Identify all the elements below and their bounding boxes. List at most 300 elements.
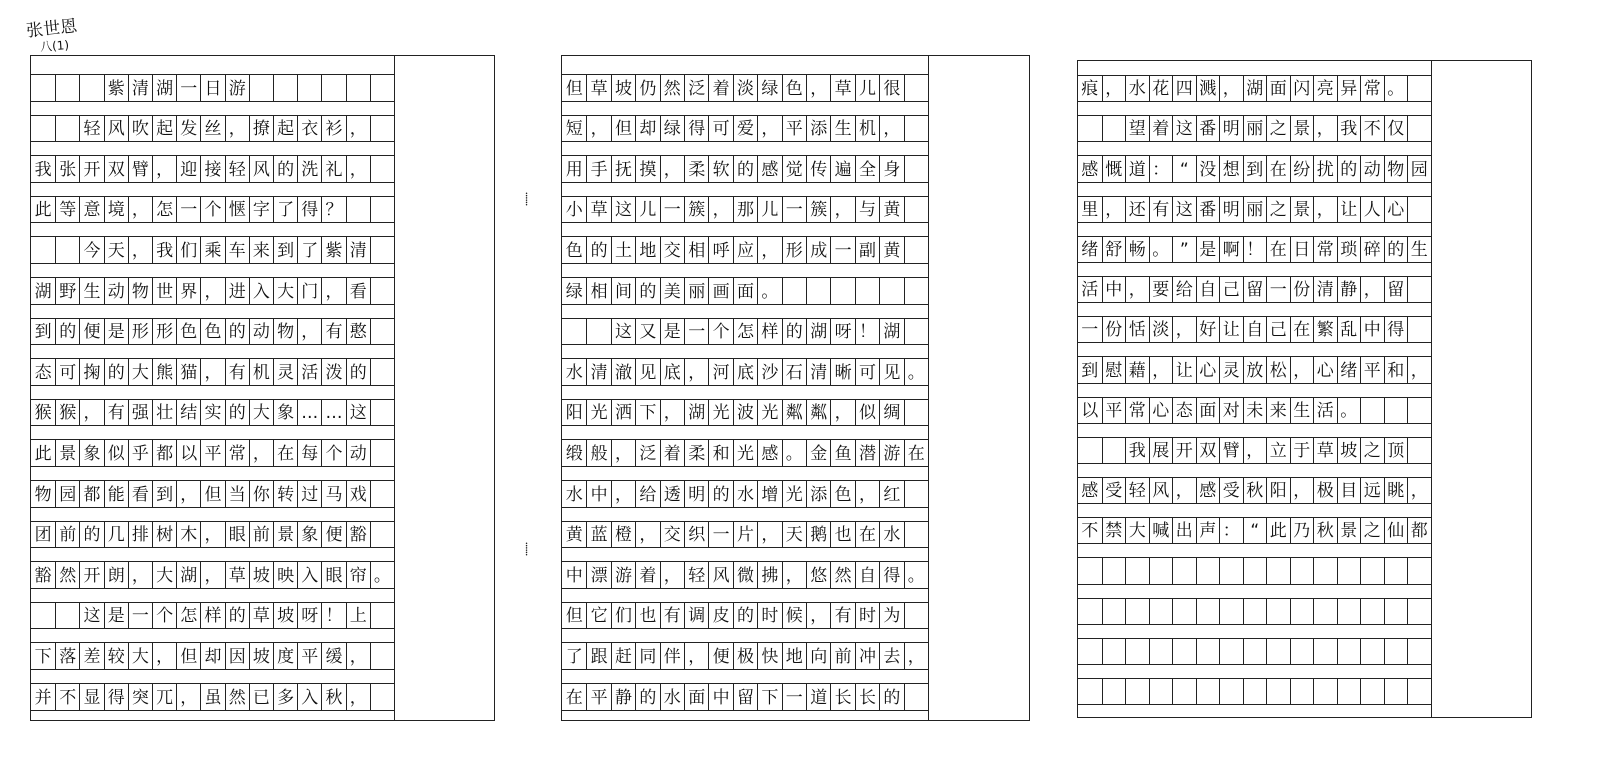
grid-cell: 鱼: [830, 439, 854, 466]
grid-cell: 戏: [346, 480, 370, 507]
grid-margin-line: [1431, 61, 1432, 717]
grid-cell: 已: [249, 683, 273, 710]
grid-cell: 软: [708, 155, 732, 182]
grid-cell: 游: [225, 74, 249, 101]
grid-cell: 游: [611, 561, 635, 588]
grid-cell: 清: [346, 236, 370, 263]
grid-cell: 一: [1266, 276, 1290, 302]
grid-cell: 明: [1219, 115, 1243, 141]
grid-cell: 伴: [660, 642, 684, 669]
grid-cell: 静: [611, 683, 635, 710]
grid-cell: 这: [611, 318, 635, 345]
grid-cell: 美: [660, 277, 684, 304]
grid-cell: [1196, 598, 1220, 624]
grid-cell: 是: [1196, 236, 1220, 262]
grid-cell: ，: [1290, 356, 1314, 382]
grid-cell: 的: [79, 521, 103, 548]
grid-cell: 乱: [1337, 316, 1361, 342]
grid-cell: 动: [1360, 155, 1384, 181]
grid-cell: 让: [1337, 196, 1361, 222]
grid-cell: 野: [55, 277, 79, 304]
grid-cell: 黄: [879, 196, 903, 223]
grid-cell: 泼: [321, 358, 345, 385]
grid-cell: [370, 358, 394, 385]
grid-cell: 拂: [757, 561, 781, 588]
grid-cell: 绪: [1081, 239, 1099, 260]
grid-cell: [1149, 598, 1173, 624]
grid-cell: 入: [297, 683, 321, 710]
grid-cell: 波: [733, 399, 757, 426]
grid-cell: 乎: [128, 439, 152, 466]
grid-cell: ，: [1243, 437, 1267, 463]
grid-cell: 一: [176, 74, 200, 101]
grid-cell: 我: [34, 159, 52, 180]
grid-cell: 入: [297, 561, 321, 588]
grid-cell: 洒: [611, 399, 635, 426]
grid-cell: 木: [176, 521, 200, 548]
grid-cell: 爱: [733, 115, 757, 142]
grid-cell: 得: [684, 115, 708, 142]
grid-cell: 你: [249, 480, 273, 507]
grid-row-bottom: [31, 344, 394, 345]
grid-cell: 天: [782, 521, 806, 548]
grid-cell: 形: [128, 318, 152, 345]
grid-cell: 样: [757, 318, 781, 345]
grid-cell: 在: [1266, 236, 1290, 262]
grid-cell: 自: [1243, 316, 1267, 342]
grid-cell: 便: [708, 642, 732, 669]
grid-cell: 机: [855, 115, 879, 142]
grid-cell: 相: [684, 236, 708, 263]
grid-cell: 秋: [1313, 517, 1337, 543]
grid-margin-line: [928, 56, 929, 720]
grid-cell: 水: [565, 362, 583, 383]
grid-row-bottom: [1078, 101, 1431, 102]
grid-cell: 张: [55, 155, 79, 182]
grid-cell: ，: [757, 236, 781, 263]
grid-cell: 望: [1125, 115, 1149, 141]
grid-cell: 了: [273, 196, 297, 223]
grid-cell: 面: [684, 683, 708, 710]
grid-cell: 草: [586, 74, 610, 101]
grid-cell: [370, 439, 394, 466]
grid-cell: ，: [708, 196, 732, 223]
grid-cell: 发: [176, 115, 200, 142]
grid-cell: 乘: [200, 236, 224, 263]
grid-cell: [1078, 598, 1102, 624]
grid-cell: 远: [1360, 477, 1384, 503]
grid-cell: 一: [1081, 320, 1099, 341]
grid-cell: 迎: [176, 155, 200, 182]
grid-cell: 等: [55, 196, 79, 223]
grid-cell: 象: [297, 521, 321, 548]
grid-cell: 团: [34, 525, 52, 546]
grid-cell: [1290, 598, 1314, 624]
grid-cell: 这: [1172, 115, 1196, 141]
grid-cell: 湖: [34, 281, 52, 302]
grid-cell: 们: [611, 602, 635, 629]
grid-cell: [370, 277, 394, 304]
grid-cell: ，: [684, 642, 708, 669]
grid-row-bottom: [1078, 141, 1431, 142]
grid-cell: [1290, 678, 1314, 704]
grid-cell: 坡: [249, 642, 273, 669]
grid-cell: 是: [660, 318, 684, 345]
grid-cell: 顶: [1384, 437, 1408, 463]
grid-cell: 未: [1243, 397, 1267, 423]
grid-cell: 增: [757, 480, 781, 507]
grid-cell: 色: [200, 318, 224, 345]
grid-cell: 也: [830, 521, 854, 548]
grid-row-bottom: [1078, 463, 1431, 464]
grid-row-bottom: [1078, 664, 1431, 665]
grid-row-bottom: [1078, 182, 1431, 183]
grid-cell: [1360, 598, 1384, 624]
grid-cell: [1125, 678, 1149, 704]
grid-cell: 平: [1360, 356, 1384, 382]
grid-cell: 秋: [321, 683, 345, 710]
grid-cell: 湖: [806, 318, 830, 345]
grid-cell: [370, 155, 394, 182]
grid-cell: ，: [128, 236, 152, 263]
grid-cell: 冲: [855, 642, 879, 669]
grid-cell: ，: [176, 683, 200, 710]
grid-row-bottom: [562, 425, 928, 426]
grid-cell: 色: [782, 74, 806, 101]
grid-cell: [370, 602, 394, 629]
grid-cell: [1360, 557, 1384, 583]
grid-cell: 坡: [249, 561, 273, 588]
grid-cell: 前: [55, 521, 79, 548]
grid-cell: 候: [782, 602, 806, 629]
grid-cell: 极: [733, 642, 757, 669]
grid-cell: 是: [104, 602, 128, 629]
grid-cell: 大: [273, 277, 297, 304]
grid-cell: 我: [1337, 115, 1361, 141]
grid-cell: 泛: [684, 74, 708, 101]
grid-cell: 。: [782, 439, 806, 466]
grid-cell: 底: [660, 358, 684, 385]
grid-cell: [1125, 638, 1149, 664]
grid-cell: [1219, 678, 1243, 704]
grid-cell: 呀: [830, 318, 854, 345]
grid-cell: 好: [1196, 316, 1220, 342]
grid-cell: 摸: [635, 155, 659, 182]
grid-cell: 之: [1360, 517, 1384, 543]
grid-cell: 接: [200, 155, 224, 182]
grid-cell: ！: [855, 318, 879, 345]
grid-cell: 清: [128, 74, 152, 101]
author-name: 张世恩: [25, 16, 79, 42]
grid-cell: 豁: [346, 521, 370, 548]
grid-cell: [249, 74, 273, 101]
grid-cell: 片: [733, 521, 757, 548]
grid-cell: ，: [1407, 477, 1431, 503]
grid-cell: 豁: [34, 565, 52, 586]
grid-cell: [370, 236, 394, 263]
grid-cell: 园: [1407, 155, 1431, 181]
grid-cell: 也: [635, 602, 659, 629]
grid-cell: 一: [782, 683, 806, 710]
grid-cell: 相: [586, 277, 610, 304]
grid-cell: 与: [855, 196, 879, 223]
grid-cell: 之: [1266, 115, 1290, 141]
grid-cell: ，: [611, 439, 635, 466]
grid-cell: 为: [879, 602, 903, 629]
grid-cell: [1360, 678, 1384, 704]
grid-cell: 憨: [346, 318, 370, 345]
grid-cell: 留: [1243, 276, 1267, 302]
grid-cell: 过: [297, 480, 321, 507]
grid-cell: 不: [55, 683, 79, 710]
grid-cell: 紫: [321, 236, 345, 263]
grid-cell: [1360, 397, 1384, 423]
grid-cell: [1196, 678, 1220, 704]
grid-cell: 有: [830, 602, 854, 629]
grid-cell: 平: [782, 115, 806, 142]
grid-cell: 大: [152, 561, 176, 588]
grid-cell: 入: [249, 277, 273, 304]
grid-cell: [1337, 598, 1361, 624]
grid-cell: 态: [34, 362, 52, 383]
grid-cell: 风: [708, 561, 732, 588]
grid-cell: 遍: [830, 155, 854, 182]
grid-cell: 到: [1243, 155, 1267, 181]
grid-cell: [297, 74, 321, 101]
grid-cell: 心: [1149, 397, 1173, 423]
grid-cell: [31, 236, 55, 263]
grid-cell: 风: [1149, 477, 1173, 503]
grid-cell: 显: [79, 683, 103, 710]
grid-cell: 有: [321, 318, 345, 345]
grid-cell: 物: [34, 484, 52, 505]
grid-cell: 便: [79, 318, 103, 345]
grid-cell: 轻: [79, 115, 103, 142]
grid-cell: 放: [1243, 356, 1267, 382]
grid-cell: 有: [104, 399, 128, 426]
grid-cell: 以: [1081, 400, 1099, 421]
grid-cell: ，: [1360, 276, 1384, 302]
grid-cell: 的: [1384, 236, 1408, 262]
grid-cell: 了: [565, 646, 583, 667]
grid-cell: 然: [55, 561, 79, 588]
grid-cell: [1102, 557, 1126, 583]
grid-cell: 虽: [200, 683, 224, 710]
grid-cell: 土: [611, 236, 635, 263]
grid-cell: 灵: [273, 358, 297, 385]
grid-cell: [1149, 678, 1173, 704]
grid-cell: [370, 196, 394, 223]
grid-cell: 之: [1360, 437, 1384, 463]
grid-cell: 衫: [321, 115, 345, 142]
grid-cell: [370, 399, 394, 426]
grid-cell: 绿: [565, 281, 583, 302]
grid-cell: 到: [34, 322, 52, 343]
grid-cell: 丝: [200, 115, 224, 142]
grid-cell: ，: [152, 642, 176, 669]
grid-cell: [1360, 638, 1384, 664]
grid-cell: ，: [904, 642, 928, 669]
grid-cell: 开: [79, 155, 103, 182]
grid-cell: 还: [1125, 196, 1149, 222]
grid-cell: 可: [55, 358, 79, 385]
grid-cell: 心: [1313, 356, 1337, 382]
grid-cell: [31, 602, 55, 629]
grid-cell: 景: [1290, 196, 1314, 222]
grid-cell: 光: [708, 399, 732, 426]
grid-cell: ，: [635, 521, 659, 548]
grid-cell: [370, 521, 394, 548]
grid-cell: 撩: [249, 115, 273, 142]
grid-cell: 到: [273, 236, 297, 263]
grid-row-bottom: [562, 101, 928, 102]
grid-cell: 那: [733, 196, 757, 223]
grid-cell: 沙: [757, 358, 781, 385]
grid-cell: 让: [1172, 356, 1196, 382]
grid-cell: [904, 155, 928, 182]
grid-cell: 景: [55, 439, 79, 466]
grid-cell: 丽: [1243, 115, 1267, 141]
grid-cell: [1219, 638, 1243, 664]
grid-row-bottom: [31, 710, 394, 711]
grid-cell: 的: [1337, 155, 1361, 181]
grid-cell: 强: [128, 399, 152, 426]
grid-cell: ，: [757, 115, 781, 142]
grid-row-bottom: [562, 344, 928, 345]
grid-cell: 游: [879, 439, 903, 466]
grid-cell: 手: [586, 155, 610, 182]
grid-cell: 熊: [152, 358, 176, 385]
grid-cell: 草: [225, 561, 249, 588]
grid-cell: 于: [1290, 437, 1314, 463]
grid-cell: [370, 74, 394, 101]
grid-cell: 琐: [1337, 236, 1361, 262]
grid-cell: 湖: [879, 318, 903, 345]
grid-cell: 活: [297, 358, 321, 385]
grid-cell: 猴: [34, 403, 52, 424]
grid-cell: [31, 74, 55, 101]
grid-cell: 。: [370, 561, 394, 588]
grid-cell: 门: [297, 277, 321, 304]
grid-cell: 常: [1125, 397, 1149, 423]
grid-row-bottom: [562, 304, 928, 305]
grid-cell: 活: [1081, 280, 1099, 301]
grid-cell: 短: [565, 119, 583, 140]
grid-cell: 阳: [1266, 477, 1290, 503]
grid-cell: 可: [855, 358, 879, 385]
grid-cell: 出: [1172, 517, 1196, 543]
grid-cell: 似: [855, 399, 879, 426]
grid-cell: 生: [1290, 397, 1314, 423]
grid-cell: [1384, 638, 1408, 664]
grid-cell: [904, 480, 928, 507]
grid-cell: 对: [1219, 397, 1243, 423]
grid-row-bottom: [31, 304, 394, 305]
grid-cell: 丽: [684, 277, 708, 304]
grid-cell: 景: [273, 521, 297, 548]
grid-cell: [904, 277, 928, 304]
grid-cell: [370, 642, 394, 669]
grid-row-bottom: [31, 588, 394, 589]
grid-cell: [879, 277, 903, 304]
grid-cell: 大: [1125, 517, 1149, 543]
grid-cell: 绪: [1337, 356, 1361, 382]
grid-cell: 鹅: [806, 521, 830, 548]
grid-cell: 差: [79, 642, 103, 669]
grid-cell: 生: [830, 115, 854, 142]
grid-cell: 见: [635, 358, 659, 385]
grid-cell: 怎: [176, 602, 200, 629]
grid-row-bottom: [562, 466, 928, 467]
grid-cell: 动: [346, 439, 370, 466]
grid-cell: 吹: [128, 115, 152, 142]
grid-row-bottom: [1078, 383, 1431, 384]
grid-cell: 景: [1337, 517, 1361, 543]
grid-cell: 舒: [1102, 236, 1126, 262]
grid-cell: 臂: [1219, 437, 1243, 463]
grid-cell: [1243, 678, 1267, 704]
grid-cell: ，: [200, 277, 224, 304]
grid-cell: ，: [684, 358, 708, 385]
grid-cell: [273, 74, 297, 101]
grid-cell: 缓: [321, 642, 345, 669]
grid-cell: 丽: [1243, 196, 1267, 222]
grid-cell: 己: [1219, 276, 1243, 302]
grid-cell: 地: [782, 642, 806, 669]
grid-cell: 掬: [79, 358, 103, 385]
grid-cell: 大: [128, 642, 152, 669]
grid-cell: 样: [200, 602, 224, 629]
grid-cell: [1078, 638, 1102, 664]
grid-cell: 它: [586, 602, 610, 629]
grid-cell: [1102, 638, 1126, 664]
grid-cell: 的: [346, 358, 370, 385]
grid-cell: 的: [273, 155, 297, 182]
grid-cell: 个: [152, 602, 176, 629]
grid-cell: 结: [176, 399, 200, 426]
grid-cell: 一: [660, 196, 684, 223]
grid-cell: 传: [806, 155, 830, 182]
grid-cell: 能: [104, 480, 128, 507]
grid-cell: [1196, 557, 1220, 583]
grid-cell: 绸: [879, 399, 903, 426]
grid-cell: 度: [273, 642, 297, 669]
grid-cell: 怎: [152, 196, 176, 223]
grid-cell: 喊: [1149, 517, 1173, 543]
grid-cell: 柔: [684, 155, 708, 182]
grid-cell: [1290, 638, 1314, 664]
grid-cell: 用: [565, 159, 583, 180]
grid-cell: 轻: [1125, 477, 1149, 503]
grid-cell: 惬: [225, 196, 249, 223]
grid-cell: 慨: [1102, 155, 1126, 181]
grid-cell: 湖: [176, 561, 200, 588]
grid-row-bottom: [1078, 342, 1431, 343]
grid-cell: 着: [660, 439, 684, 466]
grid-cell: [904, 602, 928, 629]
grid-margin-line: [394, 56, 395, 720]
grid-cell: [1407, 115, 1431, 141]
grid-cell: [1078, 557, 1102, 583]
grid-cell: 红: [879, 480, 903, 507]
grid-cell: 想: [1219, 155, 1243, 181]
grid-cell: 向: [806, 642, 830, 669]
grid-cell: 此: [1266, 517, 1290, 543]
grid-cell: 却: [635, 115, 659, 142]
grid-cell: 了: [297, 236, 321, 263]
grid-cell: 成: [806, 236, 830, 263]
grid-cell: 以: [176, 439, 200, 466]
